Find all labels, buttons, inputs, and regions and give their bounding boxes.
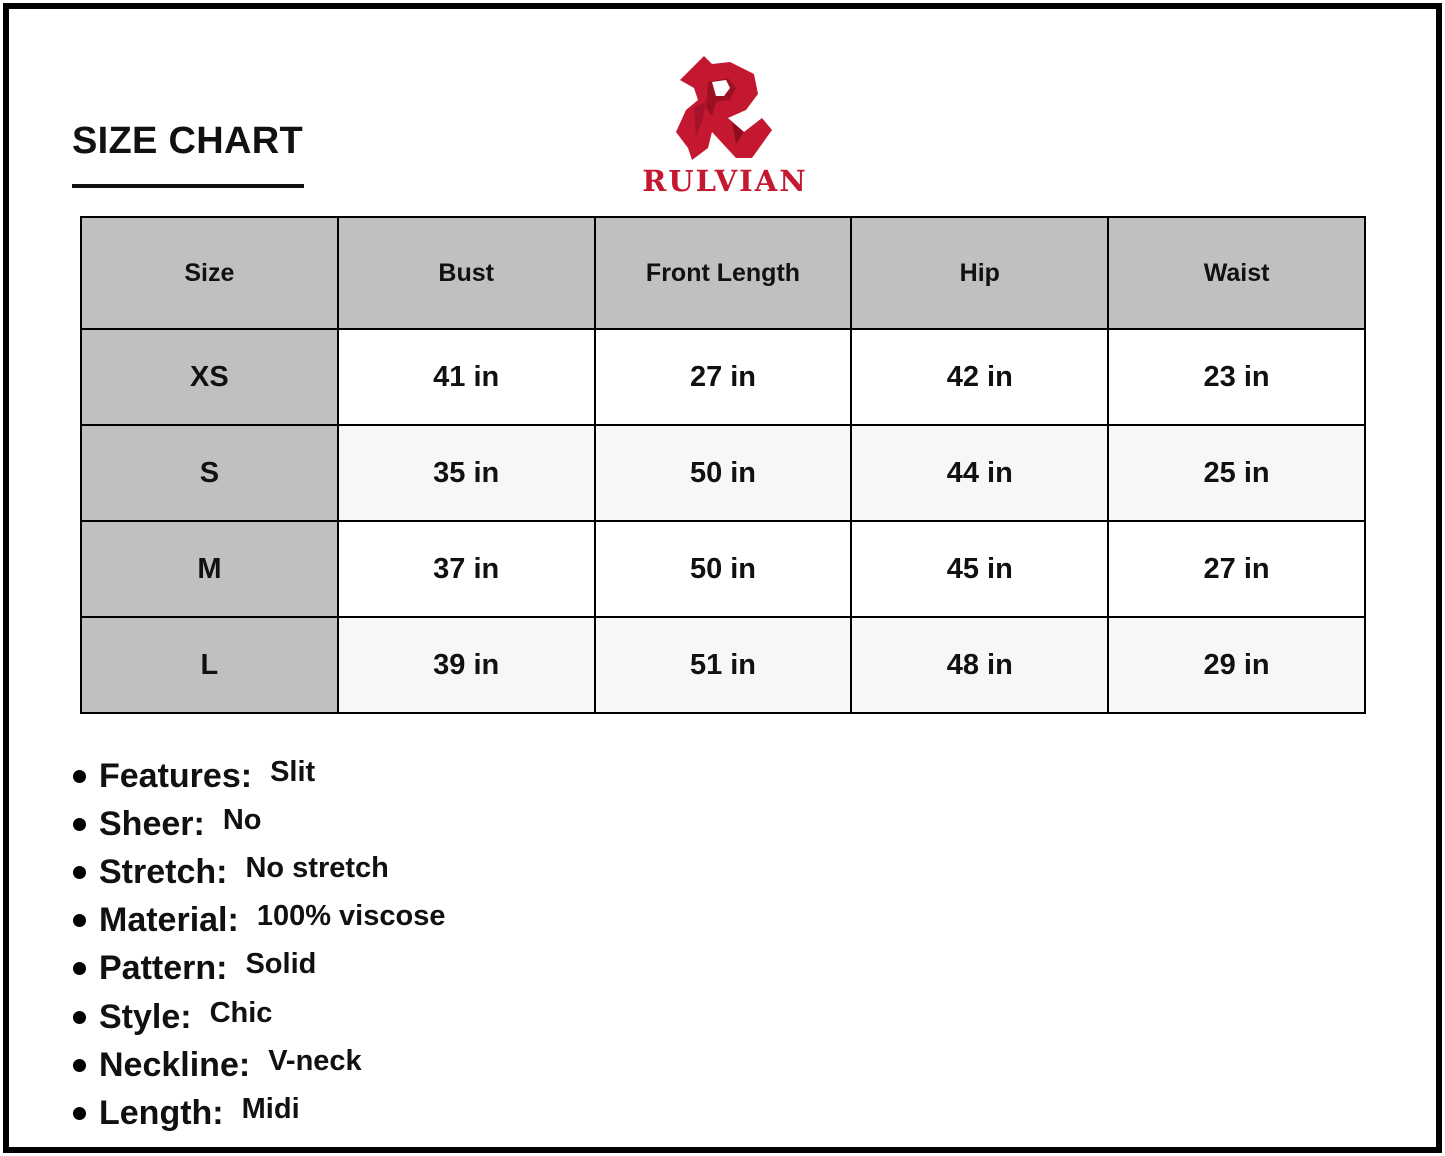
front-length-cell: 50 in [595,521,852,617]
bullet-icon [73,866,86,879]
size-cell: M [81,521,338,617]
feature-label: Style: [99,997,192,1036]
bullet-icon [73,1059,86,1072]
table-row [81,425,1365,521]
table-row [81,329,1365,425]
column-header-hip: Hip [851,217,1108,329]
feature-value: No stretch [245,851,389,884]
feature-label: Neckline: [99,1045,251,1084]
bust-cell: 39 in [338,617,595,713]
front-length-cell: 51 in [595,617,852,713]
feature-item [70,945,445,993]
hip-cell: 44 in [851,425,1108,521]
brand-logo [620,48,830,200]
feature-value: No [222,803,262,836]
size-table [80,216,1366,714]
feature-value: V-neck [268,1044,362,1077]
size-cell: XS [81,329,338,425]
feature-item [70,993,445,1041]
feature-value: 100% viscose [256,900,446,933]
feature-item [70,1089,445,1137]
feature-label: Pattern: [99,949,228,988]
waist-cell: 25 in [1108,425,1365,521]
table-row [81,617,1365,713]
column-header-front-length: Front Length [595,217,852,329]
hip-cell: 45 in [851,521,1108,617]
title-underline [72,184,304,188]
page-title: SIZE CHART [72,120,303,162]
feature-list [70,752,445,1138]
waist-cell: 23 in [1108,329,1365,425]
size-cell: S [81,425,338,521]
feature-label: Stretch: [99,852,228,891]
brand-name: RULVIAN [642,164,808,198]
feature-value: Solid [245,948,317,981]
bullet-icon [73,770,86,783]
feature-label: Material: [99,901,239,940]
feature-item [70,800,445,848]
hip-cell: 42 in [851,329,1108,425]
feature-item [70,848,445,896]
feature-label: Features: [99,756,253,795]
bullet-icon [73,818,86,831]
column-header-size: Size [81,217,338,329]
bullet-icon [73,1011,86,1024]
bust-cell: 41 in [338,329,595,425]
waist-cell: 27 in [1108,521,1365,617]
feature-item [70,897,445,945]
size-cell: L [81,617,338,713]
bust-cell: 37 in [338,521,595,617]
feature-value: Slit [270,755,316,788]
front-length-cell: 50 in [595,425,852,521]
table-row [81,521,1365,617]
feature-value: Midi [241,1092,300,1125]
column-header-bust: Bust [338,217,595,329]
bust-cell: 35 in [338,425,595,521]
table-header-row [81,217,1365,329]
feature-label: Sheer: [99,804,205,843]
bullet-icon [73,914,86,927]
bullet-icon [73,962,86,975]
column-header-waist: Waist [1108,217,1365,329]
feature-label: Length: [99,1093,224,1132]
feature-item [70,752,445,800]
front-length-cell: 27 in [595,329,852,425]
bullet-icon [73,1107,86,1120]
feature-item [70,1041,445,1089]
waist-cell: 29 in [1108,617,1365,713]
hip-cell: 48 in [851,617,1108,713]
brand-r-emblem-icon [672,52,776,160]
feature-value: Chic [209,996,273,1029]
